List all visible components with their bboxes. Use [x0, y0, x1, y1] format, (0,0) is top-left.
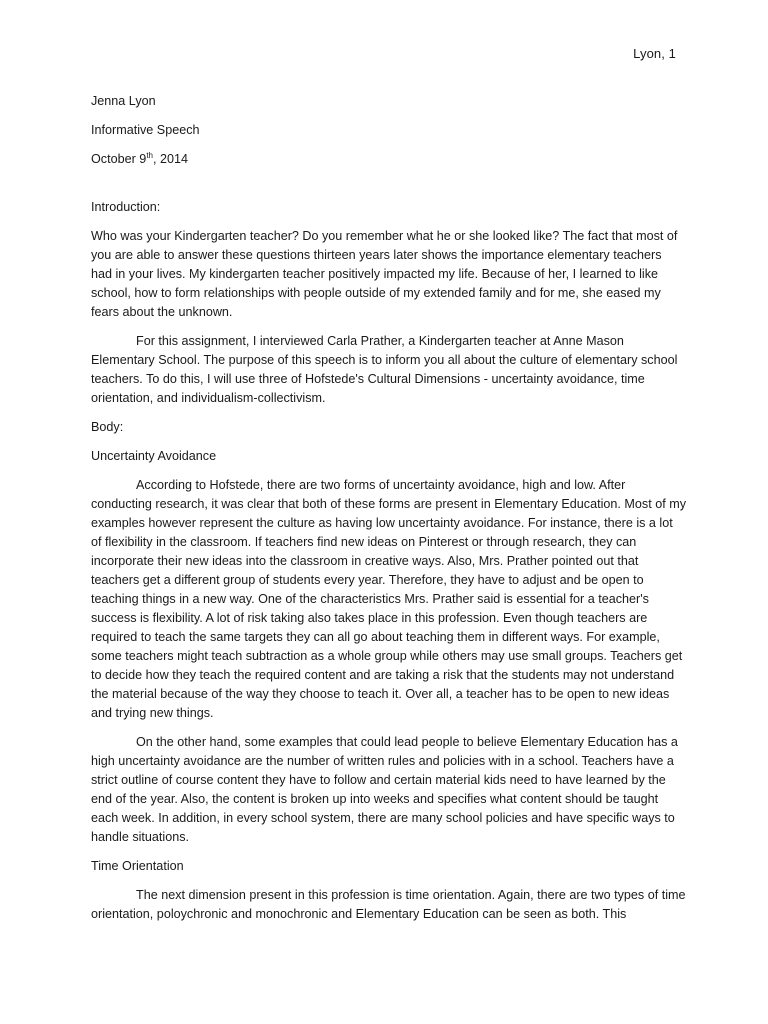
document-date	[91, 150, 686, 169]
uncertainty-avoidance-heading: Uncertainty Avoidance	[91, 449, 217, 463]
time-orientation-heading: Time Orientation	[91, 859, 184, 873]
date-suffix: , 2014	[152, 152, 188, 166]
introduction-heading: Introduction:	[91, 200, 161, 214]
intro-paragraph-1: Who was your Kindergarten teacher? Do you remember what he or she looked like? The fact that most of you are able to answer these questions thirteen years later shows the importance elementary teachers had in your lives. My kindergarten teacher positively impacted my life. Because of her, I learned to like school, how to form relationships with people outside of my extended family and for me, she eased my fears about the unknown.	[91, 229, 678, 319]
time-orientation-paragraph-1: The next dimension present in this profession is time orientation. Again, there are two types of time orientation, poloychronic and monochronic and Elementary Education can be seen as both. This	[91, 888, 686, 921]
intro-paragraph-2: For this assignment, I interviewed Carla Prather, a Kindergarten teacher at Anne Mason Elementary School. The purpose of this speech is to inform you all about the culture of elementary school teachers. To do this, I will use three of Hofstede's Cultural Dimensions - uncertainty avoidance, time orientation, and individualism-collectivism.	[91, 334, 678, 405]
uncertainty-paragraph-2: On the other hand, some examples that could lead people to believe Elementary Education has a high uncertainty avoidance are the number of written rules and policies with in a school. Teachers have a strict outline of course content they have to follow and certain material kids need to have learned by the end of the year. Also, the content is broken up into weeks and specifies what content should be taught each week. In addition, in every school system, there are many school policies and have specific ways to handle situations.	[91, 735, 678, 844]
uncertainty-paragraph-1: According to Hofstede, there are two forms of uncertainty avoidance, high and low. After conducting research, it was clear that both of these forms are present in Elementary Education. Most of my examples however represent the culture as having low uncertainty avoidance. For instance, there is a lot of flexibility in the classroom. If teachers find new ideas on Pinterest or through research, they can incorporate their new ideas into the classroom in creative ways. Also, Mrs. Prather pointed out that teachers get a different group of students every year. Therefore, they have to adjust and be open to teaching things in a new way. One of the characteristics Mrs. Prather said is essential for a teacher's success is flexibility. A lot of risk taking also takes place in this profession. Even though teachers are required to teach the same targets they can all go about teaching them in different ways. For example, some teachers might teach subtraction as a whole group while others may use small groups. Teachers get to decide how they teach the required content and are taking a risk that the students may not understand the material because of the way they choose to teach it. Over all, a teacher has to be open to new ideas and trying new things.	[91, 478, 686, 720]
running-head: Lyon, 1	[633, 46, 676, 61]
body-heading: Body:	[91, 420, 124, 434]
author-name: Jenna Lyon	[91, 94, 156, 108]
document-body	[91, 92, 686, 934]
assignment-title: Informative Speech	[91, 123, 200, 137]
date-prefix: October 9	[91, 152, 147, 166]
date-superscript: th	[146, 150, 153, 160]
